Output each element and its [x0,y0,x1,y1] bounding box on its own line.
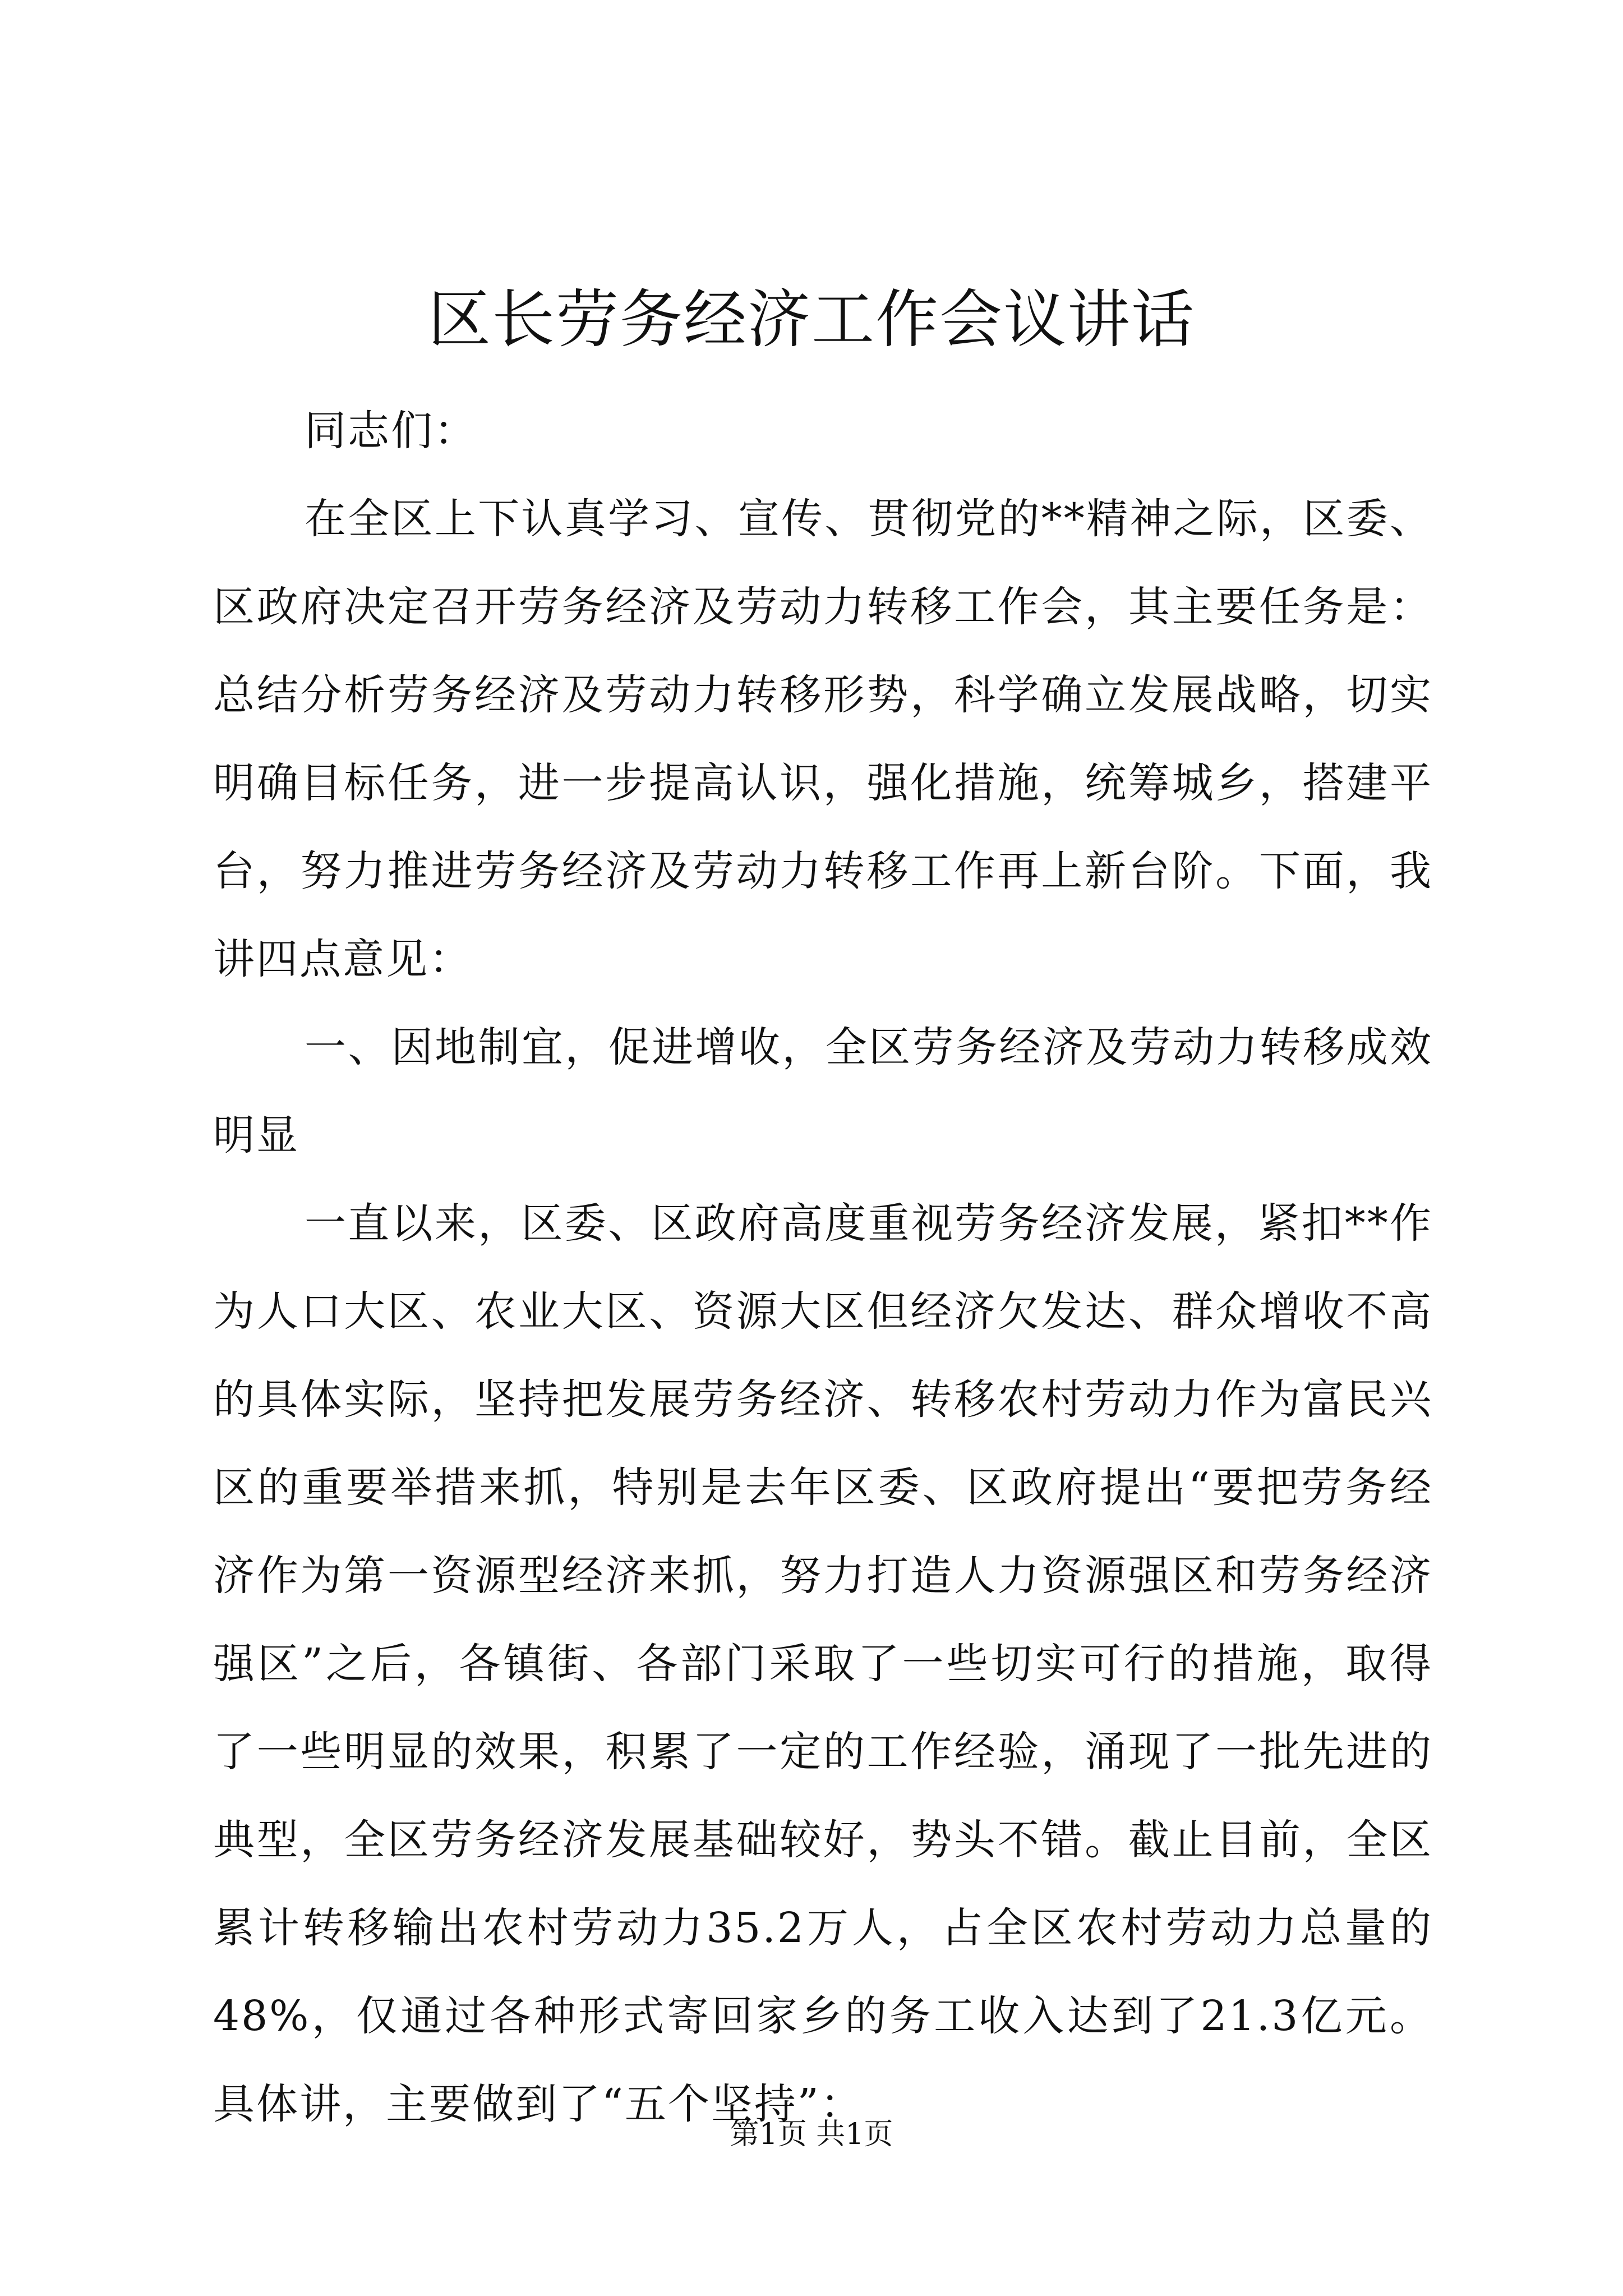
document-title: 区长劳务经济工作会议讲话 [428,283,1195,356]
intro-paragraph: 在全区上下认真学习、宣传、贯彻党的**精神之际，区委、区政府决定召开劳务经济及劳动力转移工作会，其主要任务是：总结分析劳务经济及劳动力转移形势，科学确立发展战略，切实明确目标任务，进一步提高认识，强化措施，统筹城乡，搭建平台，努力推进劳务经济及劳动力转移工作再上新台阶。下面，我讲四点意见： [213,495,1433,983]
page-footer: 第1页 共1页 [730,2118,893,2151]
body-paragraph: 一直以来，区委、区政府高度重视劳务经济发展，紧扣**作为人口大区、农业大区、资源大区但经济欠发达、群众增收不高的具体实际，坚持把发展劳务经济、转移农村劳动力作为富民兴区的重要举措来抓，特别是去年区委、区政府提出“要把劳务经济作为第一资源型经济来抓，努力打造人力资源强区和劳务经济强区”之后，各镇街、各部门采取了一些切实可行的措施，取得了一些明显的效果，积累了一定的工作经验，涌现了一批先进的典型，全区劳务经济发展基础较好，势头不错。截止目前，全区累计转移输出农村劳动力35.2万人，占全区农村劳动力总量的48%，仅通过各种形式寄回家乡的务工收入达到了21.3亿元。具体讲，主要做到了“五个坚持”： [213,1199,1433,2128]
document-body [213,387,1433,2148]
section-heading: 一、因地制宜，促进增收，全区劳务经济及劳动力转移成效明显 [213,1023,1433,1159]
salutation: 同志们： [305,407,477,455]
